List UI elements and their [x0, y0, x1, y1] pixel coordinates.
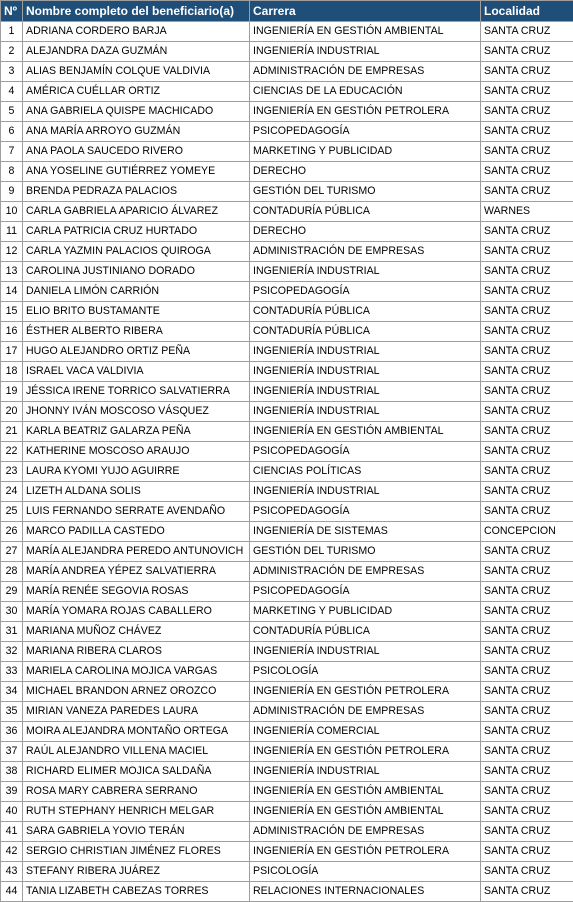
row-number: 1: [1, 22, 23, 42]
career: INGENIERÍA EN GESTIÓN AMBIENTAL: [250, 422, 481, 442]
career: DERECHO: [250, 222, 481, 242]
career: CONTADURÍA PÚBLICA: [250, 322, 481, 342]
beneficiary-name: ANA PAOLA SAUCEDO RIVERO: [23, 142, 250, 162]
locality: SANTA CRUZ: [481, 362, 573, 382]
career: INGENIERÍA EN GESTIÓN PETROLERA: [250, 842, 481, 862]
table-row: [1, 762, 573, 782]
table-row: [1, 402, 573, 422]
table-row: [1, 182, 573, 202]
locality: SANTA CRUZ: [481, 742, 573, 762]
row-number: 26: [1, 522, 23, 542]
table-row: [1, 662, 573, 682]
career: ADMINISTRACIÓN DE EMPRESAS: [250, 702, 481, 722]
table-row: [1, 422, 573, 442]
locality: SANTA CRUZ: [481, 462, 573, 482]
career: INGENIERÍA INDUSTRIAL: [250, 362, 481, 382]
locality: SANTA CRUZ: [481, 582, 573, 602]
career: ADMINISTRACIÓN DE EMPRESAS: [250, 822, 481, 842]
row-number: 18: [1, 362, 23, 382]
beneficiary-name: ADRIANA CORDERO BARJA: [23, 22, 250, 42]
row-number: 3: [1, 62, 23, 82]
beneficiary-name: ANA MARÍA ARROYO GUZMÁN: [23, 122, 250, 142]
beneficiary-name: MARÍA YOMARA ROJAS CABALLERO: [23, 602, 250, 622]
row-number: 19: [1, 382, 23, 402]
locality: SANTA CRUZ: [481, 642, 573, 662]
beneficiary-name: LAURA KYOMI YUJO AGUIRRE: [23, 462, 250, 482]
table-row: [1, 382, 573, 402]
locality: SANTA CRUZ: [481, 622, 573, 642]
table-row: [1, 522, 573, 542]
career: PSICOPEDAGOGÍA: [250, 582, 481, 602]
career: INGENIERÍA INDUSTRIAL: [250, 402, 481, 422]
locality: SANTA CRUZ: [481, 822, 573, 842]
table-row: [1, 122, 573, 142]
career: INGENIERÍA EN GESTIÓN PETROLERA: [250, 682, 481, 702]
table-row: [1, 782, 573, 802]
beneficiary-name: ISRAEL VACA VALDIVIA: [23, 362, 250, 382]
locality: SANTA CRUZ: [481, 502, 573, 522]
career: INGENIERÍA DE SISTEMAS: [250, 522, 481, 542]
locality: SANTA CRUZ: [481, 42, 573, 62]
table-row: [1, 742, 573, 762]
locality: SANTA CRUZ: [481, 882, 573, 902]
locality: SANTA CRUZ: [481, 62, 573, 82]
career: CONTADURÍA PÚBLICA: [250, 302, 481, 322]
career: INGENIERÍA INDUSTRIAL: [250, 42, 481, 62]
locality: CONCEPCION: [481, 522, 573, 542]
locality: SANTA CRUZ: [481, 282, 573, 302]
locality: SANTA CRUZ: [481, 402, 573, 422]
row-number: 35: [1, 702, 23, 722]
locality: SANTA CRUZ: [481, 22, 573, 42]
career: PSICOPEDAGOGÍA: [250, 442, 481, 462]
career: INGENIERÍA EN GESTIÓN PETROLERA: [250, 742, 481, 762]
locality: SANTA CRUZ: [481, 662, 573, 682]
locality: SANTA CRUZ: [481, 862, 573, 882]
row-number: 41: [1, 822, 23, 842]
row-number: 10: [1, 202, 23, 222]
locality: SANTA CRUZ: [481, 122, 573, 142]
table-row: [1, 82, 573, 102]
locality: SANTA CRUZ: [481, 762, 573, 782]
beneficiary-name: HUGO ALEJANDRO ORTIZ PEÑA: [23, 342, 250, 362]
career: INGENIERÍA EN GESTIÓN PETROLERA: [250, 102, 481, 122]
table-row: [1, 262, 573, 282]
locality: SANTA CRUZ: [481, 602, 573, 622]
beneficiary-name: JHONNY IVÁN MOSCOSO VÁSQUEZ: [23, 402, 250, 422]
row-number: 36: [1, 722, 23, 742]
table-row: [1, 822, 573, 842]
beneficiary-name: MOIRA ALEJANDRA MONTAÑO ORTEGA: [23, 722, 250, 742]
locality: SANTA CRUZ: [481, 182, 573, 202]
beneficiary-name: ALIAS BENJAMÍN COLQUE VALDIVIA: [23, 62, 250, 82]
locality: SANTA CRUZ: [481, 262, 573, 282]
row-number: 15: [1, 302, 23, 322]
row-number: 22: [1, 442, 23, 462]
table-row: [1, 322, 573, 342]
table-row: [1, 482, 573, 502]
locality: SANTA CRUZ: [481, 322, 573, 342]
career: MARKETING Y PUBLICIDAD: [250, 142, 481, 162]
career: INGENIERÍA INDUSTRIAL: [250, 262, 481, 282]
table-row: [1, 562, 573, 582]
table-row: [1, 162, 573, 182]
career: PSICOPEDAGOGÍA: [250, 502, 481, 522]
career: CONTADURÍA PÚBLICA: [250, 622, 481, 642]
row-number: 31: [1, 622, 23, 642]
beneficiary-name: MIRIAN VANEZA PAREDES LAURA: [23, 702, 250, 722]
row-number: 8: [1, 162, 23, 182]
beneficiary-name: RUTH STEPHANY HENRICH MELGAR: [23, 802, 250, 822]
table-row: [1, 42, 573, 62]
row-number: 6: [1, 122, 23, 142]
row-number: 21: [1, 422, 23, 442]
locality: WARNES: [481, 202, 573, 222]
row-number: 34: [1, 682, 23, 702]
beneficiary-name: SARA GABRIELA YOVIO TERÁN: [23, 822, 250, 842]
locality: SANTA CRUZ: [481, 382, 573, 402]
beneficiary-name: ROSA MARY CABRERA SERRANO: [23, 782, 250, 802]
row-number: 30: [1, 602, 23, 622]
career: INGENIERÍA INDUSTRIAL: [250, 382, 481, 402]
row-number: 27: [1, 542, 23, 562]
locality: SANTA CRUZ: [481, 142, 573, 162]
beneficiary-name: MICHAEL BRANDON ARNEZ OROZCO: [23, 682, 250, 702]
row-number: 5: [1, 102, 23, 122]
beneficiary-name: DANIELA LIMÓN CARRIÓN: [23, 282, 250, 302]
row-number: 33: [1, 662, 23, 682]
career: INGENIERÍA COMERCIAL: [250, 722, 481, 742]
beneficiary-name: ÉSTHER ALBERTO RIBERA: [23, 322, 250, 342]
table-row: [1, 282, 573, 302]
beneficiary-name: ALEJANDRA DAZA GUZMÁN: [23, 42, 250, 62]
row-number: 38: [1, 762, 23, 782]
beneficiary-name: MARIANA MUÑOZ CHÁVEZ: [23, 622, 250, 642]
career: INGENIERÍA INDUSTRIAL: [250, 482, 481, 502]
row-number: 9: [1, 182, 23, 202]
row-number: 40: [1, 802, 23, 822]
table-row: [1, 62, 573, 82]
row-number: 32: [1, 642, 23, 662]
beneficiary-name: MARÍA ALEJANDRA PEREDO ANTUNOVICH: [23, 542, 250, 562]
beneficiary-name: ANA GABRIELA QUISPE MACHICADO: [23, 102, 250, 122]
career: GESTIÓN DEL TURISMO: [250, 542, 481, 562]
header-row: [1, 1, 573, 22]
table-row: [1, 242, 573, 262]
career: INGENIERÍA INDUSTRIAL: [250, 342, 481, 362]
row-number: 2: [1, 42, 23, 62]
table-row: [1, 882, 573, 902]
row-number: 13: [1, 262, 23, 282]
table-row: [1, 702, 573, 722]
table-row: [1, 502, 573, 522]
beneficiary-name: RAÚL ALEJANDRO VILLENA MACIEL: [23, 742, 250, 762]
career: RELACIONES INTERNACIONALES: [250, 882, 481, 902]
beneficiary-name: MARCO PADILLA CASTEDO: [23, 522, 250, 542]
row-number: 42: [1, 842, 23, 862]
row-number: 25: [1, 502, 23, 522]
row-number: 44: [1, 882, 23, 902]
table-row: [1, 22, 573, 42]
row-number: 23: [1, 462, 23, 482]
beneficiary-name: JÉSSICA IRENE TORRICO SALVATIERRA: [23, 382, 250, 402]
row-number: 29: [1, 582, 23, 602]
locality: SANTA CRUZ: [481, 802, 573, 822]
career: CIENCIAS POLÍTICAS: [250, 462, 481, 482]
locality: SANTA CRUZ: [481, 102, 573, 122]
locality: SANTA CRUZ: [481, 302, 573, 322]
table-row: [1, 302, 573, 322]
career: ADMINISTRACIÓN DE EMPRESAS: [250, 562, 481, 582]
beneficiary-name: MARIELA CAROLINA MOJICA VARGAS: [23, 662, 250, 682]
career: INGENIERÍA EN GESTIÓN AMBIENTAL: [250, 802, 481, 822]
beneficiary-name: BRENDA PEDRAZA PALACIOS: [23, 182, 250, 202]
career: PSICOPEDAGOGÍA: [250, 282, 481, 302]
header-full-name: Nombre completo del beneficiario(a): [23, 1, 250, 22]
career: ADMINISTRACIÓN DE EMPRESAS: [250, 242, 481, 262]
beneficiary-name: CARLA GABRIELA APARICIO ÁLVAREZ: [23, 202, 250, 222]
locality: SANTA CRUZ: [481, 342, 573, 362]
table-row: [1, 542, 573, 562]
locality: SANTA CRUZ: [481, 222, 573, 242]
career: PSICOPEDAGOGÍA: [250, 122, 481, 142]
beneficiary-name: LIZETH ALDANA SOLIS: [23, 482, 250, 502]
row-number: 7: [1, 142, 23, 162]
locality: SANTA CRUZ: [481, 82, 573, 102]
locality: SANTA CRUZ: [481, 162, 573, 182]
beneficiary-name: CARLA PATRICIA CRUZ HURTADO: [23, 222, 250, 242]
row-number: 14: [1, 282, 23, 302]
beneficiary-name: ELIO BRITO BUSTAMANTE: [23, 302, 250, 322]
beneficiary-name: KATHERINE MOSCOSO ARAUJO: [23, 442, 250, 462]
table-row: [1, 442, 573, 462]
locality: SANTA CRUZ: [481, 562, 573, 582]
career: INGENIERÍA EN GESTIÓN AMBIENTAL: [250, 22, 481, 42]
career: INGENIERÍA INDUSTRIAL: [250, 642, 481, 662]
table-row: [1, 602, 573, 622]
table-row: [1, 202, 573, 222]
locality: SANTA CRUZ: [481, 782, 573, 802]
career: PSICOLOGÍA: [250, 662, 481, 682]
locality: SANTA CRUZ: [481, 682, 573, 702]
header-number: Nº: [1, 1, 23, 22]
beneficiary-name: AMÉRICA CUÉLLAR ORTIZ: [23, 82, 250, 102]
row-number: 24: [1, 482, 23, 502]
beneficiary-name: ANA YOSELINE GUTIÉRREZ YOMEYE: [23, 162, 250, 182]
beneficiary-name: CARLA YAZMIN PALACIOS QUIROGA: [23, 242, 250, 262]
beneficiary-name: MARIANA RIBERA CLAROS: [23, 642, 250, 662]
row-number: 43: [1, 862, 23, 882]
table-row: [1, 102, 573, 122]
career: DERECHO: [250, 162, 481, 182]
locality: SANTA CRUZ: [481, 842, 573, 862]
table-row: [1, 802, 573, 822]
row-number: 28: [1, 562, 23, 582]
row-number: 11: [1, 222, 23, 242]
row-number: 20: [1, 402, 23, 422]
table-row: [1, 142, 573, 162]
table-row: [1, 362, 573, 382]
table-row: [1, 462, 573, 482]
beneficiary-name: LUIS FERNANDO SERRATE AVENDAÑO: [23, 502, 250, 522]
table-row: [1, 682, 573, 702]
locality: SANTA CRUZ: [481, 442, 573, 462]
row-number: 12: [1, 242, 23, 262]
beneficiary-name: RICHARD ELIMER MOJICA SALDAÑA: [23, 762, 250, 782]
career: INGENIERÍA INDUSTRIAL: [250, 762, 481, 782]
beneficiary-name: TANIA LIZABETH CABEZAS TORRES: [23, 882, 250, 902]
career: CIENCIAS DE LA EDUCACIÓN: [250, 82, 481, 102]
career: CONTADURÍA PÚBLICA: [250, 202, 481, 222]
beneficiary-name: SERGIO CHRISTIAN JIMÉNEZ FLORES: [23, 842, 250, 862]
row-number: 39: [1, 782, 23, 802]
locality: SANTA CRUZ: [481, 722, 573, 742]
table-header: [1, 1, 573, 22]
locality: SANTA CRUZ: [481, 422, 573, 442]
row-number: 4: [1, 82, 23, 102]
table-row: [1, 342, 573, 362]
beneficiary-name: KARLA BEATRIZ GALARZA PEÑA: [23, 422, 250, 442]
row-number: 37: [1, 742, 23, 762]
table-row: [1, 222, 573, 242]
career: ADMINISTRACIÓN DE EMPRESAS: [250, 62, 481, 82]
row-number: 17: [1, 342, 23, 362]
table-row: [1, 842, 573, 862]
career: PSICOLOGÍA: [250, 862, 481, 882]
table-row: [1, 622, 573, 642]
career: INGENIERÍA EN GESTIÓN AMBIENTAL: [250, 782, 481, 802]
locality: SANTA CRUZ: [481, 242, 573, 262]
beneficiary-name: MARÍA RENÉE SEGOVIA ROSAS: [23, 582, 250, 602]
row-number: 16: [1, 322, 23, 342]
header-locality: Localidad: [481, 1, 573, 22]
table-row: [1, 582, 573, 602]
locality: SANTA CRUZ: [481, 482, 573, 502]
beneficiary-name: MARÍA ANDREA YÉPEZ SALVATIERRA: [23, 562, 250, 582]
career: MARKETING Y PUBLICIDAD: [250, 602, 481, 622]
table-row: [1, 862, 573, 882]
locality: SANTA CRUZ: [481, 702, 573, 722]
locality: SANTA CRUZ: [481, 542, 573, 562]
beneficiary-name: CAROLINA JUSTINIANO DORADO: [23, 262, 250, 282]
beneficiary-name: STEFANY RIBERA JUÁREZ: [23, 862, 250, 882]
table-row: [1, 722, 573, 742]
table-body: [1, 22, 573, 902]
table-row: [1, 642, 573, 662]
career: GESTIÓN DEL TURISMO: [250, 182, 481, 202]
header-career: Carrera: [250, 1, 481, 22]
